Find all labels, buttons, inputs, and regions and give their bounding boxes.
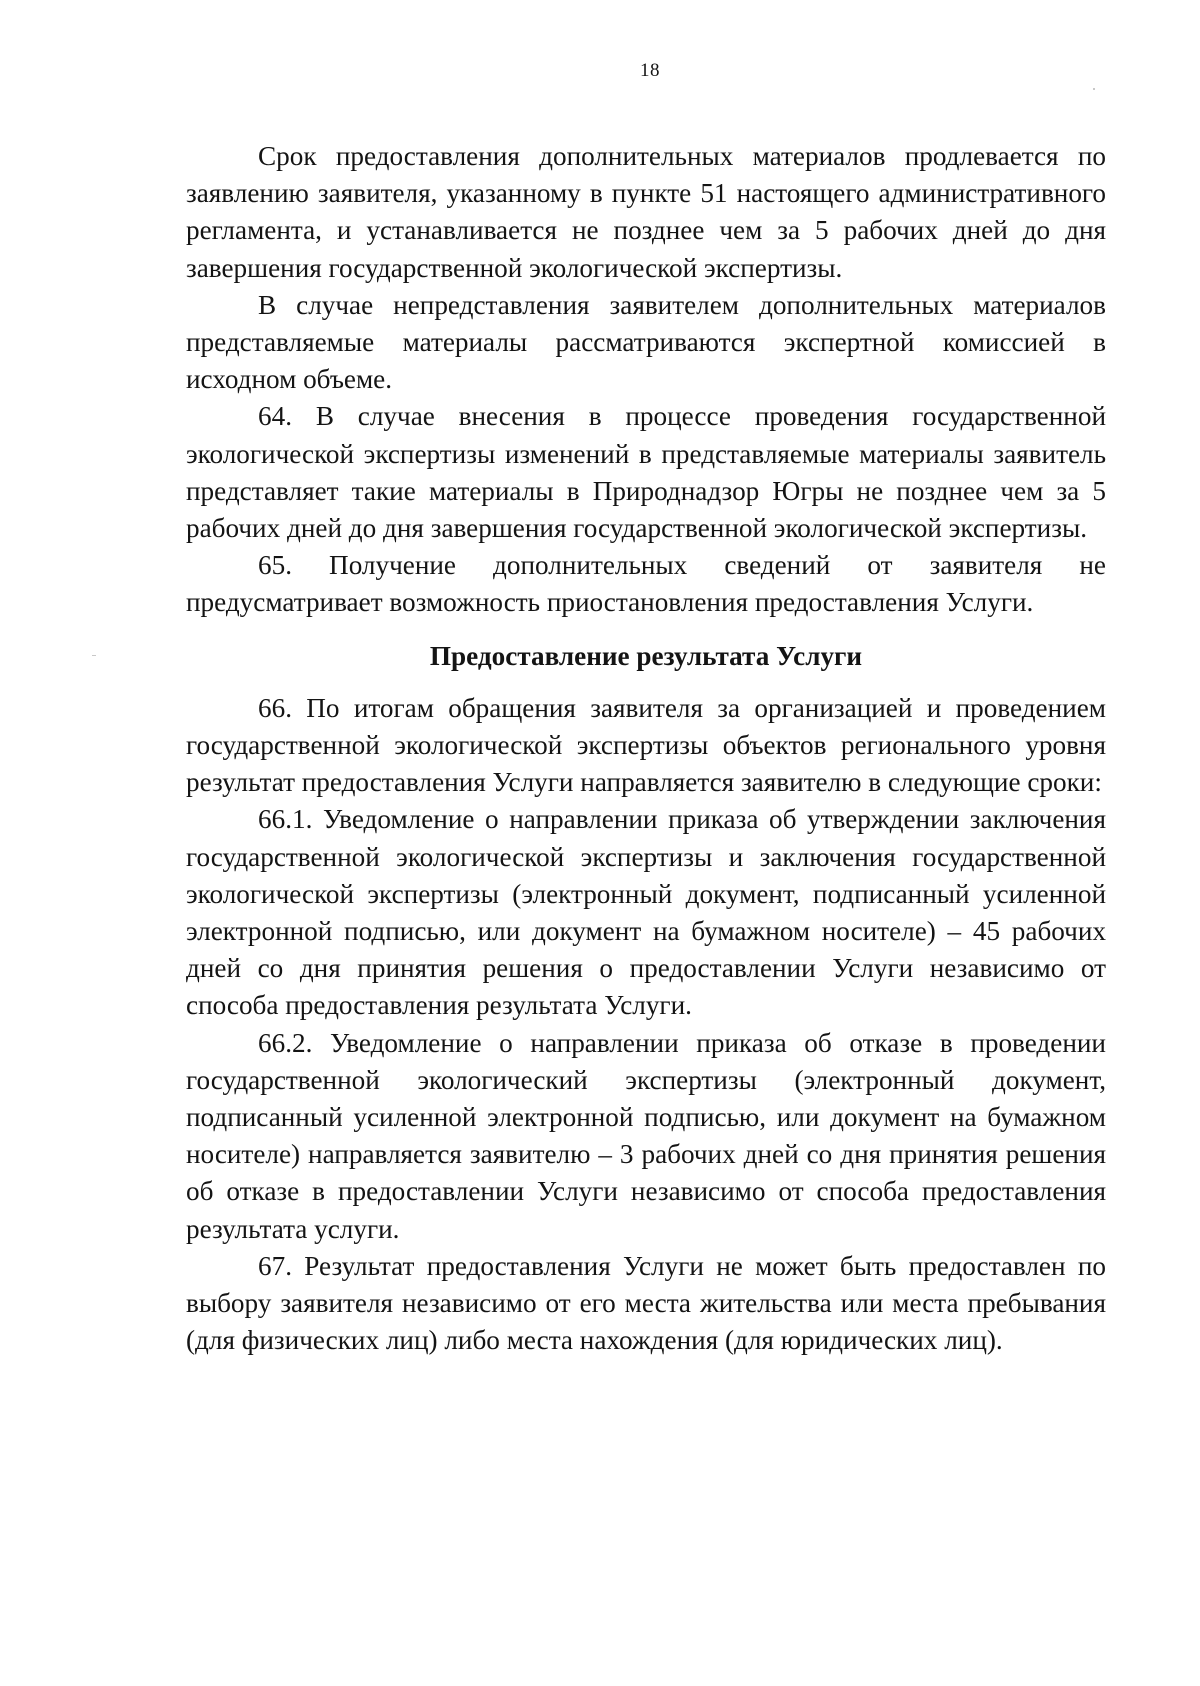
paragraph-64: 64. В случае внесения в процессе проведения государственной экологической экспертизы изменений в представляемые материалы заявитель представляет такие материалы в Природнадзор Югры не позднее чем за 5 рабочих дней до дня завершения государственной экологической экспертизы. (186, 401, 1106, 544)
page-number: 18 (640, 60, 660, 81)
document-body (186, 138, 1106, 1360)
paragraph-66-2: 66.2. Уведомление о направлении приказа об отказе в проведении государственной экологический экспертизы (электронный документ, подписанный усиленной электронной подписью, или документ на бумажном носителе) направляется заявителю – 3 рабочих дней со дня принятия решения об отказе в предоставлении Услуги независимо от способа предоставления результата услуги. (186, 1027, 1106, 1244)
paragraph-67: 67. Результат предоставления Услуги не может быть предоставлен по выбору заявителя независимо от его места жительства или места пребывания (для физических лиц) либо места нахождения (для юридических лиц). (186, 1250, 1106, 1356)
paragraph-deadline-extension: Срок предоставления дополнительных материалов продлевается по заявлению заявителя, указанному в пункте 51 настоящего административного регламента, и устанавливается не позднее чем за 5 рабочих дней до дня завершения государственной экологической экспертизы. (186, 141, 1106, 283)
section-heading: Предоставление результата Услуги (429, 640, 863, 671)
scan-artifact-top (1093, 88, 1095, 90)
paragraph-66: 66. По итогам обращения заявителя за организацией и проведением государственной экологической экспертизы объектов регионального уровня результат предоставления Услуги направляется заявителю в следующие сроки: (186, 692, 1106, 798)
paragraph-66-1: 66.1. Уведомление о направлении приказа об утверждении заключения государственной экологической экспертизы и заключения государственной экологической экспертизы (электронный документ, подписанный усиленной электронной подписью, или документ на бумажном носителе) – 45 рабочих дней со дня принятия решения о предоставлении Услуги независимо от способа предоставления результата Услуги. (186, 804, 1106, 1021)
paragraph-no-additional-materials: В случае непредставления заявителем дополнительных материалов представляемые материалы рассматриваются экспертной комиссией в исходном объеме. (186, 289, 1106, 395)
paragraph-65: 65. Получение дополнительных сведений от заявителя не предусматривает возможность приостановления предоставления Услуги. (186, 550, 1106, 618)
scan-artifact-left (92, 655, 96, 656)
